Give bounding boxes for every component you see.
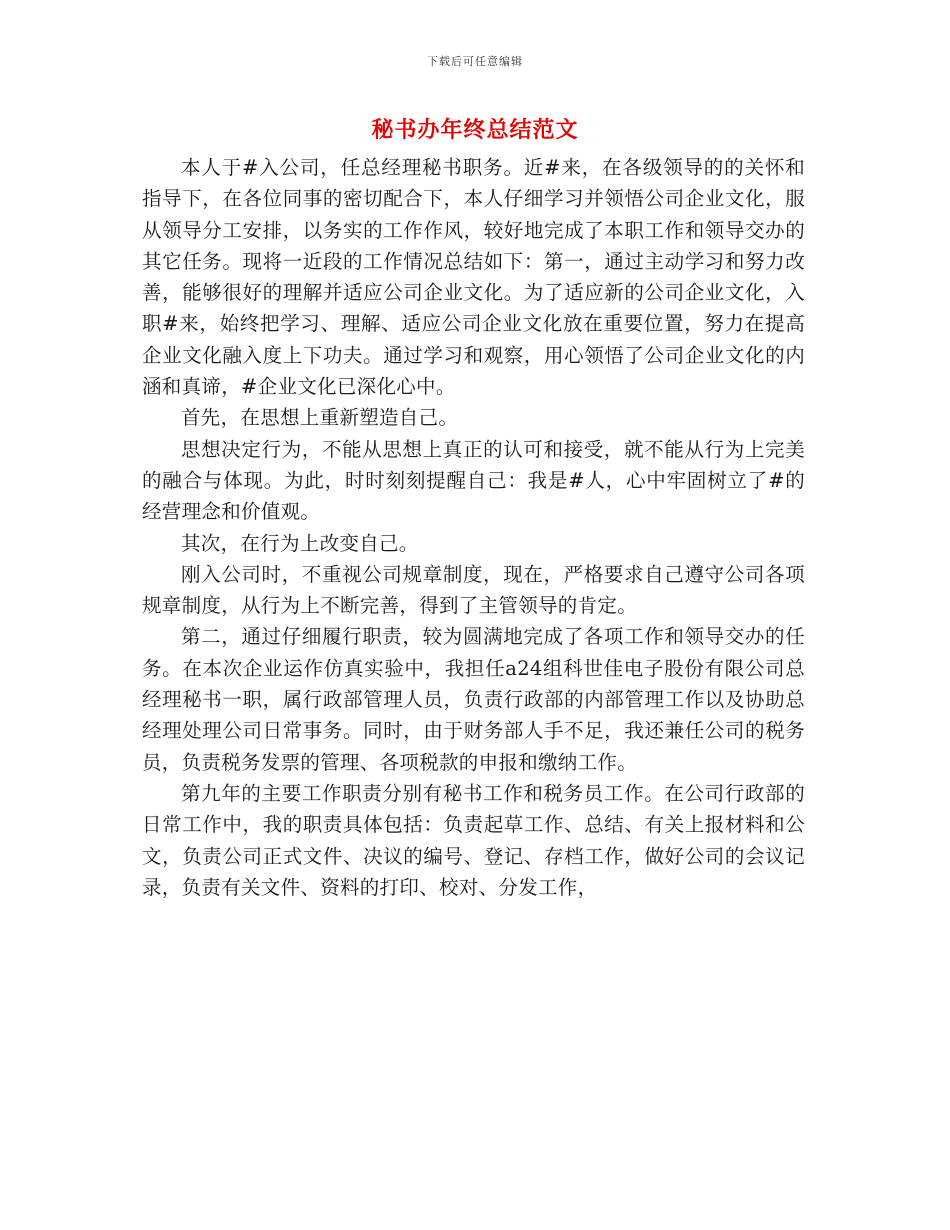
paragraph-3: 思想决定行为，不能从思想上真正的认可和接受，就不能从行为上完美的融合与体现。为此，时时刻刻提醒自己：我是#人，心中牢固树立了#的经营理念和价值观。	[142, 437, 805, 524]
paragraph-7: 第九年的主要工作职责分别有秘书工作和税务员工作。在公司行政部的日常工作中，我的职责具体包括：负责起草工作、总结、有关上报材料和公文，负责公司正式文件、决议的编号、登记、存档工作，做好公司的会议记录，负责有关文件、资料的打印、校对、分发工作，	[142, 781, 805, 899]
page-header-note: 下载后可任意编辑	[427, 55, 523, 68]
document-title: 秘书办年终总结范文	[371, 117, 579, 143]
paragraph-2: 首先，在思想上重新塑造自己。	[181, 406, 459, 430]
paragraph-6: 第二，通过仔细履行职责，较为圆满地完成了各项工作和领导交办的任务。在本次企业运作仿真实验中，我担任a24组科世佳电子股份有限公司总经理秘书一职，属行政部管理人员，负责行政部的内部管理工作以及协助总经理处理公司日常事务。同时，由于财务部人手不足，我还兼任公司的税务员，负责税务发票的管理、各项税款的申报和缴纳工作。	[142, 625, 805, 774]
paragraph-1: 本人于#入公司，任总经理秘书职务。近#来，在各级领导的的关怀和指导下，在各位同事的密切配合下，本人仔细学习并领悟公司企业文化，服从领导分工安排，以务实的工作作风，较好地完成了本职工作和领导交办的其它任务。现将一近段的工作情况总结如下：第一，通过主动学习和努力改善，能够很好的理解并适应公司企业文化。为了适应新的公司企业文化，入职#来，始终把学习、理解、适应公司企业文化放在重要位置，努力在提高企业文化融入度上下功夫。通过学习和观察，用心领悟了公司企业文化的内涵和真谛，#企业文化已深化心中。	[142, 156, 805, 399]
document-body	[142, 152, 805, 903]
paragraph-4: 其次，在行为上改变自己。	[181, 531, 419, 555]
paragraph-5: 刚入公司时，不重视公司规章制度，现在，严格要求自己遵守公司各项规章制度，从行为上不断完善，得到了主管领导的肯定。	[142, 562, 805, 618]
